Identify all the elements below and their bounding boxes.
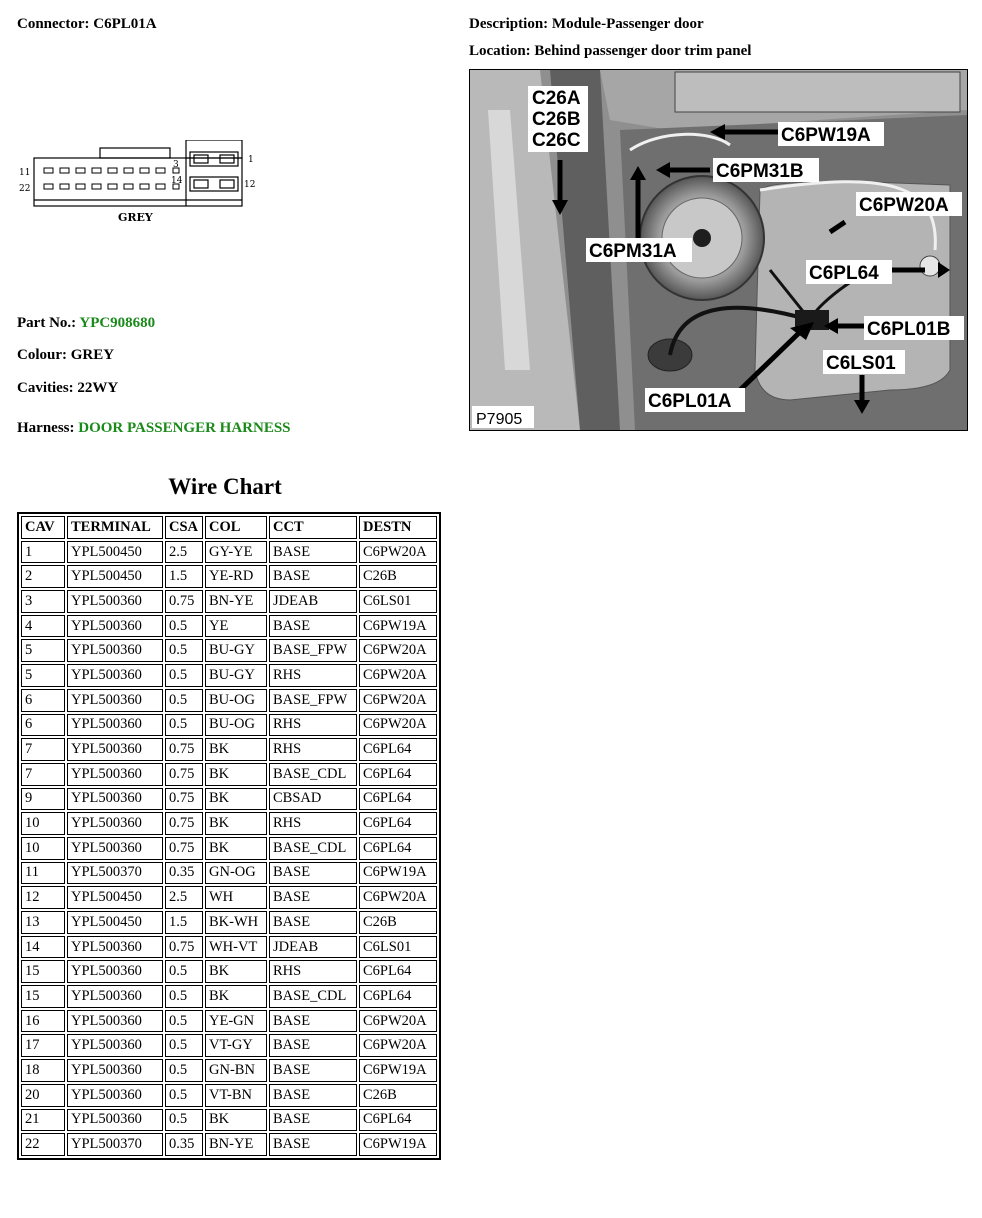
table-cell: BASE: [269, 565, 357, 588]
table-cell: 0.75: [165, 837, 203, 860]
table-cell: YPL500370: [67, 1133, 163, 1156]
table-cell: 0.75: [165, 590, 203, 613]
table-cell: C6PW20A: [359, 689, 437, 712]
table-cell: YPL500360: [67, 985, 163, 1008]
pin-cavity: [108, 184, 117, 189]
door-illustration: [470, 70, 967, 430]
table-cell: JDEAB: [269, 936, 357, 959]
table-row: [21, 763, 437, 786]
table-row: [21, 1084, 437, 1107]
table-row: [21, 639, 437, 662]
callout-c26c: C26C: [532, 130, 581, 151]
table-cell: C6PL64: [359, 763, 437, 786]
table-cell: YPL500360: [67, 1109, 163, 1132]
table-cell: YPL500360: [67, 664, 163, 687]
table-cell: C26B: [359, 1084, 437, 1107]
table-cell: BASE_CDL: [269, 763, 357, 786]
table-cell: BU-GY: [205, 639, 267, 662]
description-value: Module-Passenger door: [551, 16, 704, 32]
table-cell: YPL500360: [67, 714, 163, 737]
table-cell: 2: [21, 565, 65, 588]
table-cell: BASE: [269, 1133, 357, 1156]
table-cell: BASE: [269, 1034, 357, 1057]
table-cell: 1.5: [165, 911, 203, 934]
table-row: [21, 1109, 437, 1132]
part-no-label: Part No.:: [17, 315, 77, 331]
table-cell: C26B: [359, 911, 437, 934]
table-cell: BN-YE: [205, 590, 267, 613]
table-cell: C6PL64: [359, 985, 437, 1008]
table-cell: 13: [21, 911, 65, 934]
pin-cavity: [140, 168, 149, 173]
table-cell: BK: [205, 738, 267, 761]
table-cell: YPL500450: [67, 565, 163, 588]
table-cell: C6PW19A: [359, 862, 437, 885]
table-cell: 4: [21, 615, 65, 638]
description-field: [469, 16, 704, 33]
table-cell: 5: [21, 664, 65, 687]
table-cell: 0.5: [165, 960, 203, 983]
table-cell: BASE: [269, 862, 357, 885]
table-cell: 0.5: [165, 639, 203, 662]
cavities-label: Cavities:: [17, 380, 74, 396]
pin-label-14: 14: [171, 176, 183, 186]
column-header: CCT: [269, 516, 357, 539]
table-cell: 15: [21, 960, 65, 983]
table-cell: BASE: [269, 1059, 357, 1082]
table-cell: C6PW20A: [359, 714, 437, 737]
callout-c6pw20a: C6PW20A: [859, 195, 949, 216]
table-header-row: [21, 516, 437, 539]
table-cell: YPL500450: [67, 541, 163, 564]
table-cell: BU-OG: [205, 689, 267, 712]
harness-label: Harness:: [17, 420, 75, 436]
table-row: [21, 689, 437, 712]
cavities-value: 22WY: [77, 380, 119, 396]
table-cell: BASE: [269, 886, 357, 909]
cavities-field: [17, 380, 118, 397]
pin-cavity: [124, 184, 133, 189]
table-cell: YPL500360: [67, 1059, 163, 1082]
table-cell: C6LS01: [359, 936, 437, 959]
table-cell: BASE_FPW: [269, 689, 357, 712]
table-cell: BU-GY: [205, 664, 267, 687]
table-cell: 0.5: [165, 714, 203, 737]
callout-c6pm31a: C6PM31A: [589, 241, 677, 262]
table-cell: 12: [21, 886, 65, 909]
table-cell: YPL500450: [67, 886, 163, 909]
table-cell: 3: [21, 590, 65, 613]
table-cell: BK: [205, 960, 267, 983]
colour-value: GREY: [70, 347, 115, 363]
table-cell: BASE_CDL: [269, 985, 357, 1008]
column-header: COL: [205, 516, 267, 539]
table-cell: BASE: [269, 1109, 357, 1132]
table-cell: 14: [21, 936, 65, 959]
pin-cavity: [108, 168, 117, 173]
table-cell: YPL500360: [67, 812, 163, 835]
pin-label-22: 22: [19, 184, 31, 194]
table-cell: 11: [21, 862, 65, 885]
table-cell: YPL500360: [67, 936, 163, 959]
table-cell: C6PW20A: [359, 1010, 437, 1033]
table-cell: YPL500360: [67, 837, 163, 860]
pin-cavity: [60, 184, 69, 189]
table-cell: BK: [205, 985, 267, 1008]
table-row: [21, 1034, 437, 1057]
table-cell: 0.5: [165, 1010, 203, 1033]
table-row: [21, 714, 437, 737]
callout-c26a: C26A: [532, 88, 581, 109]
table-cell: C6PW19A: [359, 615, 437, 638]
pin-cavity: [44, 184, 53, 189]
drawing-colour-caption: GREY: [118, 211, 153, 224]
table-cell: RHS: [269, 738, 357, 761]
table-cell: 6: [21, 714, 65, 737]
pin-label-11: 11: [19, 168, 31, 178]
table-cell: C6LS01: [359, 590, 437, 613]
table-cell: RHS: [269, 664, 357, 687]
connector-label: Connector:: [17, 16, 90, 32]
callout-c6pl01b: C6PL01B: [867, 319, 951, 340]
table-row: [21, 985, 437, 1008]
location-field: [469, 43, 751, 60]
table-cell: BN-YE: [205, 1133, 267, 1156]
table-cell: YPL500450: [67, 911, 163, 934]
table-cell: VT-BN: [205, 1084, 267, 1107]
table-cell: C6PL64: [359, 788, 437, 811]
table-cell: YPL500360: [67, 788, 163, 811]
table-cell: YPL500360: [67, 615, 163, 638]
table-cell: YPL500360: [67, 1034, 163, 1057]
pin-cavity: [92, 184, 101, 189]
table-cell: 7: [21, 763, 65, 786]
table-cell: YE-RD: [205, 565, 267, 588]
table-row: [21, 812, 437, 835]
table-cell: 18: [21, 1059, 65, 1082]
table-cell: 10: [21, 812, 65, 835]
table-cell: YPL500360: [67, 639, 163, 662]
table-row: [21, 664, 437, 687]
table-row: [21, 788, 437, 811]
table-cell: BASE: [269, 541, 357, 564]
table-row: [21, 886, 437, 909]
pin-cavity: [76, 168, 85, 173]
callout-c6pw19a: C6PW19A: [781, 125, 871, 146]
table-cell: BK: [205, 763, 267, 786]
table-cell: BK: [205, 788, 267, 811]
pin-cavity: [140, 184, 149, 189]
table-row: [21, 936, 437, 959]
table-cell: BK: [205, 1109, 267, 1132]
table-cell: 0.5: [165, 1034, 203, 1057]
pin-label-1: 1: [248, 155, 254, 165]
table-cell: BASE: [269, 1084, 357, 1107]
table-row: [21, 615, 437, 638]
part-no-field: [17, 315, 155, 332]
table-cell: YPL500360: [67, 590, 163, 613]
table-cell: 5: [21, 639, 65, 662]
pin-cavity: [92, 168, 101, 173]
table-cell: YPL500360: [67, 1010, 163, 1033]
table-row: [21, 960, 437, 983]
pin-cavity: [124, 168, 133, 173]
description-label: Description:: [469, 16, 549, 32]
table-cell: BASE: [269, 911, 357, 934]
table-cell: 0.75: [165, 738, 203, 761]
table-row: [21, 541, 437, 564]
table-row: [21, 565, 437, 588]
table-cell: 0.35: [165, 1133, 203, 1156]
table-cell: 6: [21, 689, 65, 712]
callout-c6pl64: C6PL64: [809, 263, 879, 284]
table-cell: YPL500360: [67, 1084, 163, 1107]
table-cell: C6PW20A: [359, 1034, 437, 1057]
column-header: CAV: [21, 516, 65, 539]
table-cell: 21: [21, 1109, 65, 1132]
table-cell: 22: [21, 1133, 65, 1156]
table-cell: GN-BN: [205, 1059, 267, 1082]
table-cell: C26B: [359, 565, 437, 588]
table-cell: YPL500360: [67, 689, 163, 712]
table-cell: WH-VT: [205, 936, 267, 959]
table-cell: JDEAB: [269, 590, 357, 613]
table-cell: YPL500370: [67, 862, 163, 885]
part-no-link[interactable]: YPC908680: [79, 315, 156, 331]
table-cell: 20: [21, 1084, 65, 1107]
table-cell: C6PW20A: [359, 664, 437, 687]
table-cell: CBSAD: [269, 788, 357, 811]
pin-cavity: [156, 168, 165, 173]
pin-cavity: [76, 184, 85, 189]
table-cell: RHS: [269, 714, 357, 737]
table-cell: GN-OG: [205, 862, 267, 885]
location-label: Location:: [469, 43, 531, 59]
pin-cavity: [44, 168, 53, 173]
table-cell: C6PW19A: [359, 1059, 437, 1082]
table-cell: GY-YE: [205, 541, 267, 564]
callout-c6pl01a: C6PL01A: [648, 391, 732, 412]
table-cell: BU-OG: [205, 714, 267, 737]
table-cell: 9: [21, 788, 65, 811]
table-row: [21, 738, 437, 761]
table-row: [21, 1059, 437, 1082]
table-cell: VT-GY: [205, 1034, 267, 1057]
column-header: TERMINAL: [67, 516, 163, 539]
connector-field: [17, 16, 157, 33]
location-photo: [469, 69, 968, 431]
table-cell: BK-WH: [205, 911, 267, 934]
harness-field: [17, 420, 291, 437]
table-cell: C6PL64: [359, 812, 437, 835]
table-row: [21, 1010, 437, 1033]
table-cell: 0.75: [165, 788, 203, 811]
pin-label-12: 12: [244, 180, 256, 190]
table-cell: 0.35: [165, 862, 203, 885]
table-cell: 0.75: [165, 936, 203, 959]
connector-face-drawing: [14, 140, 274, 230]
table-cell: RHS: [269, 812, 357, 835]
table-row: [21, 1133, 437, 1156]
table-cell: 0.5: [165, 664, 203, 687]
column-header: CSA: [165, 516, 203, 539]
table-cell: 2.5: [165, 541, 203, 564]
table-cell: 15: [21, 985, 65, 1008]
callout-c6pm31b: C6PM31B: [716, 161, 804, 182]
table-cell: 17: [21, 1034, 65, 1057]
table-cell: 1.5: [165, 565, 203, 588]
table-row: [21, 911, 437, 934]
table-cell: BASE_FPW: [269, 639, 357, 662]
table-cell: 2.5: [165, 886, 203, 909]
harness-link[interactable]: DOOR PASSENGER HARNESS: [78, 420, 291, 436]
table-cell: 0.5: [165, 1084, 203, 1107]
wire-chart-title: Wire Chart: [168, 474, 282, 499]
table-cell: 0.5: [165, 1109, 203, 1132]
table-cell: 0.5: [165, 985, 203, 1008]
table-cell: 1: [21, 541, 65, 564]
colour-field: [17, 347, 114, 364]
table-cell: 0.75: [165, 763, 203, 786]
table-cell: C6PW20A: [359, 541, 437, 564]
table-cell: C6PL64: [359, 960, 437, 983]
table-cell: YPL500360: [67, 738, 163, 761]
table-cell: BASE_CDL: [269, 837, 357, 860]
connector-value: C6PL01A: [93, 16, 157, 32]
table-cell: BK: [205, 837, 267, 860]
pin-cavity: [156, 184, 165, 189]
table-cell: C6PL64: [359, 837, 437, 860]
table-cell: BASE: [269, 615, 357, 638]
table-cell: C6PW19A: [359, 1133, 437, 1156]
table-cell: YE-GN: [205, 1010, 267, 1033]
table-cell: YPL500360: [67, 960, 163, 983]
table-cell: C6PL64: [359, 738, 437, 761]
table-cell: 16: [21, 1010, 65, 1033]
callout-c26b: C26B: [532, 109, 581, 130]
table-cell: C6PW20A: [359, 639, 437, 662]
table-row: [21, 590, 437, 613]
location-value: Behind passenger door trim panel: [534, 43, 752, 59]
table-cell: 0.5: [165, 1059, 203, 1082]
table-cell: BASE: [269, 1010, 357, 1033]
table-cell: 0.5: [165, 689, 203, 712]
table-cell: WH: [205, 886, 267, 909]
table-cell: 10: [21, 837, 65, 860]
table-cell: YPL500360: [67, 763, 163, 786]
table-cell: 0.5: [165, 615, 203, 638]
table-cell: C6PW20A: [359, 886, 437, 909]
photo-ref: P7905: [476, 411, 523, 428]
callout-c6ls01: C6LS01: [826, 353, 896, 374]
table-cell: BK: [205, 812, 267, 835]
table-row: [21, 862, 437, 885]
table-cell: C6PL64: [359, 1109, 437, 1132]
pin-cavity: [60, 168, 69, 173]
table-cell: RHS: [269, 960, 357, 983]
table-cell: YE: [205, 615, 267, 638]
table-cell: 7: [21, 738, 65, 761]
colour-label: Colour:: [17, 347, 67, 363]
pin-label-3: 3: [173, 160, 179, 170]
table-cell: 0.75: [165, 812, 203, 835]
column-header: DESTN: [359, 516, 437, 539]
wire-chart-table: [17, 512, 441, 1160]
table-row: [21, 837, 437, 860]
